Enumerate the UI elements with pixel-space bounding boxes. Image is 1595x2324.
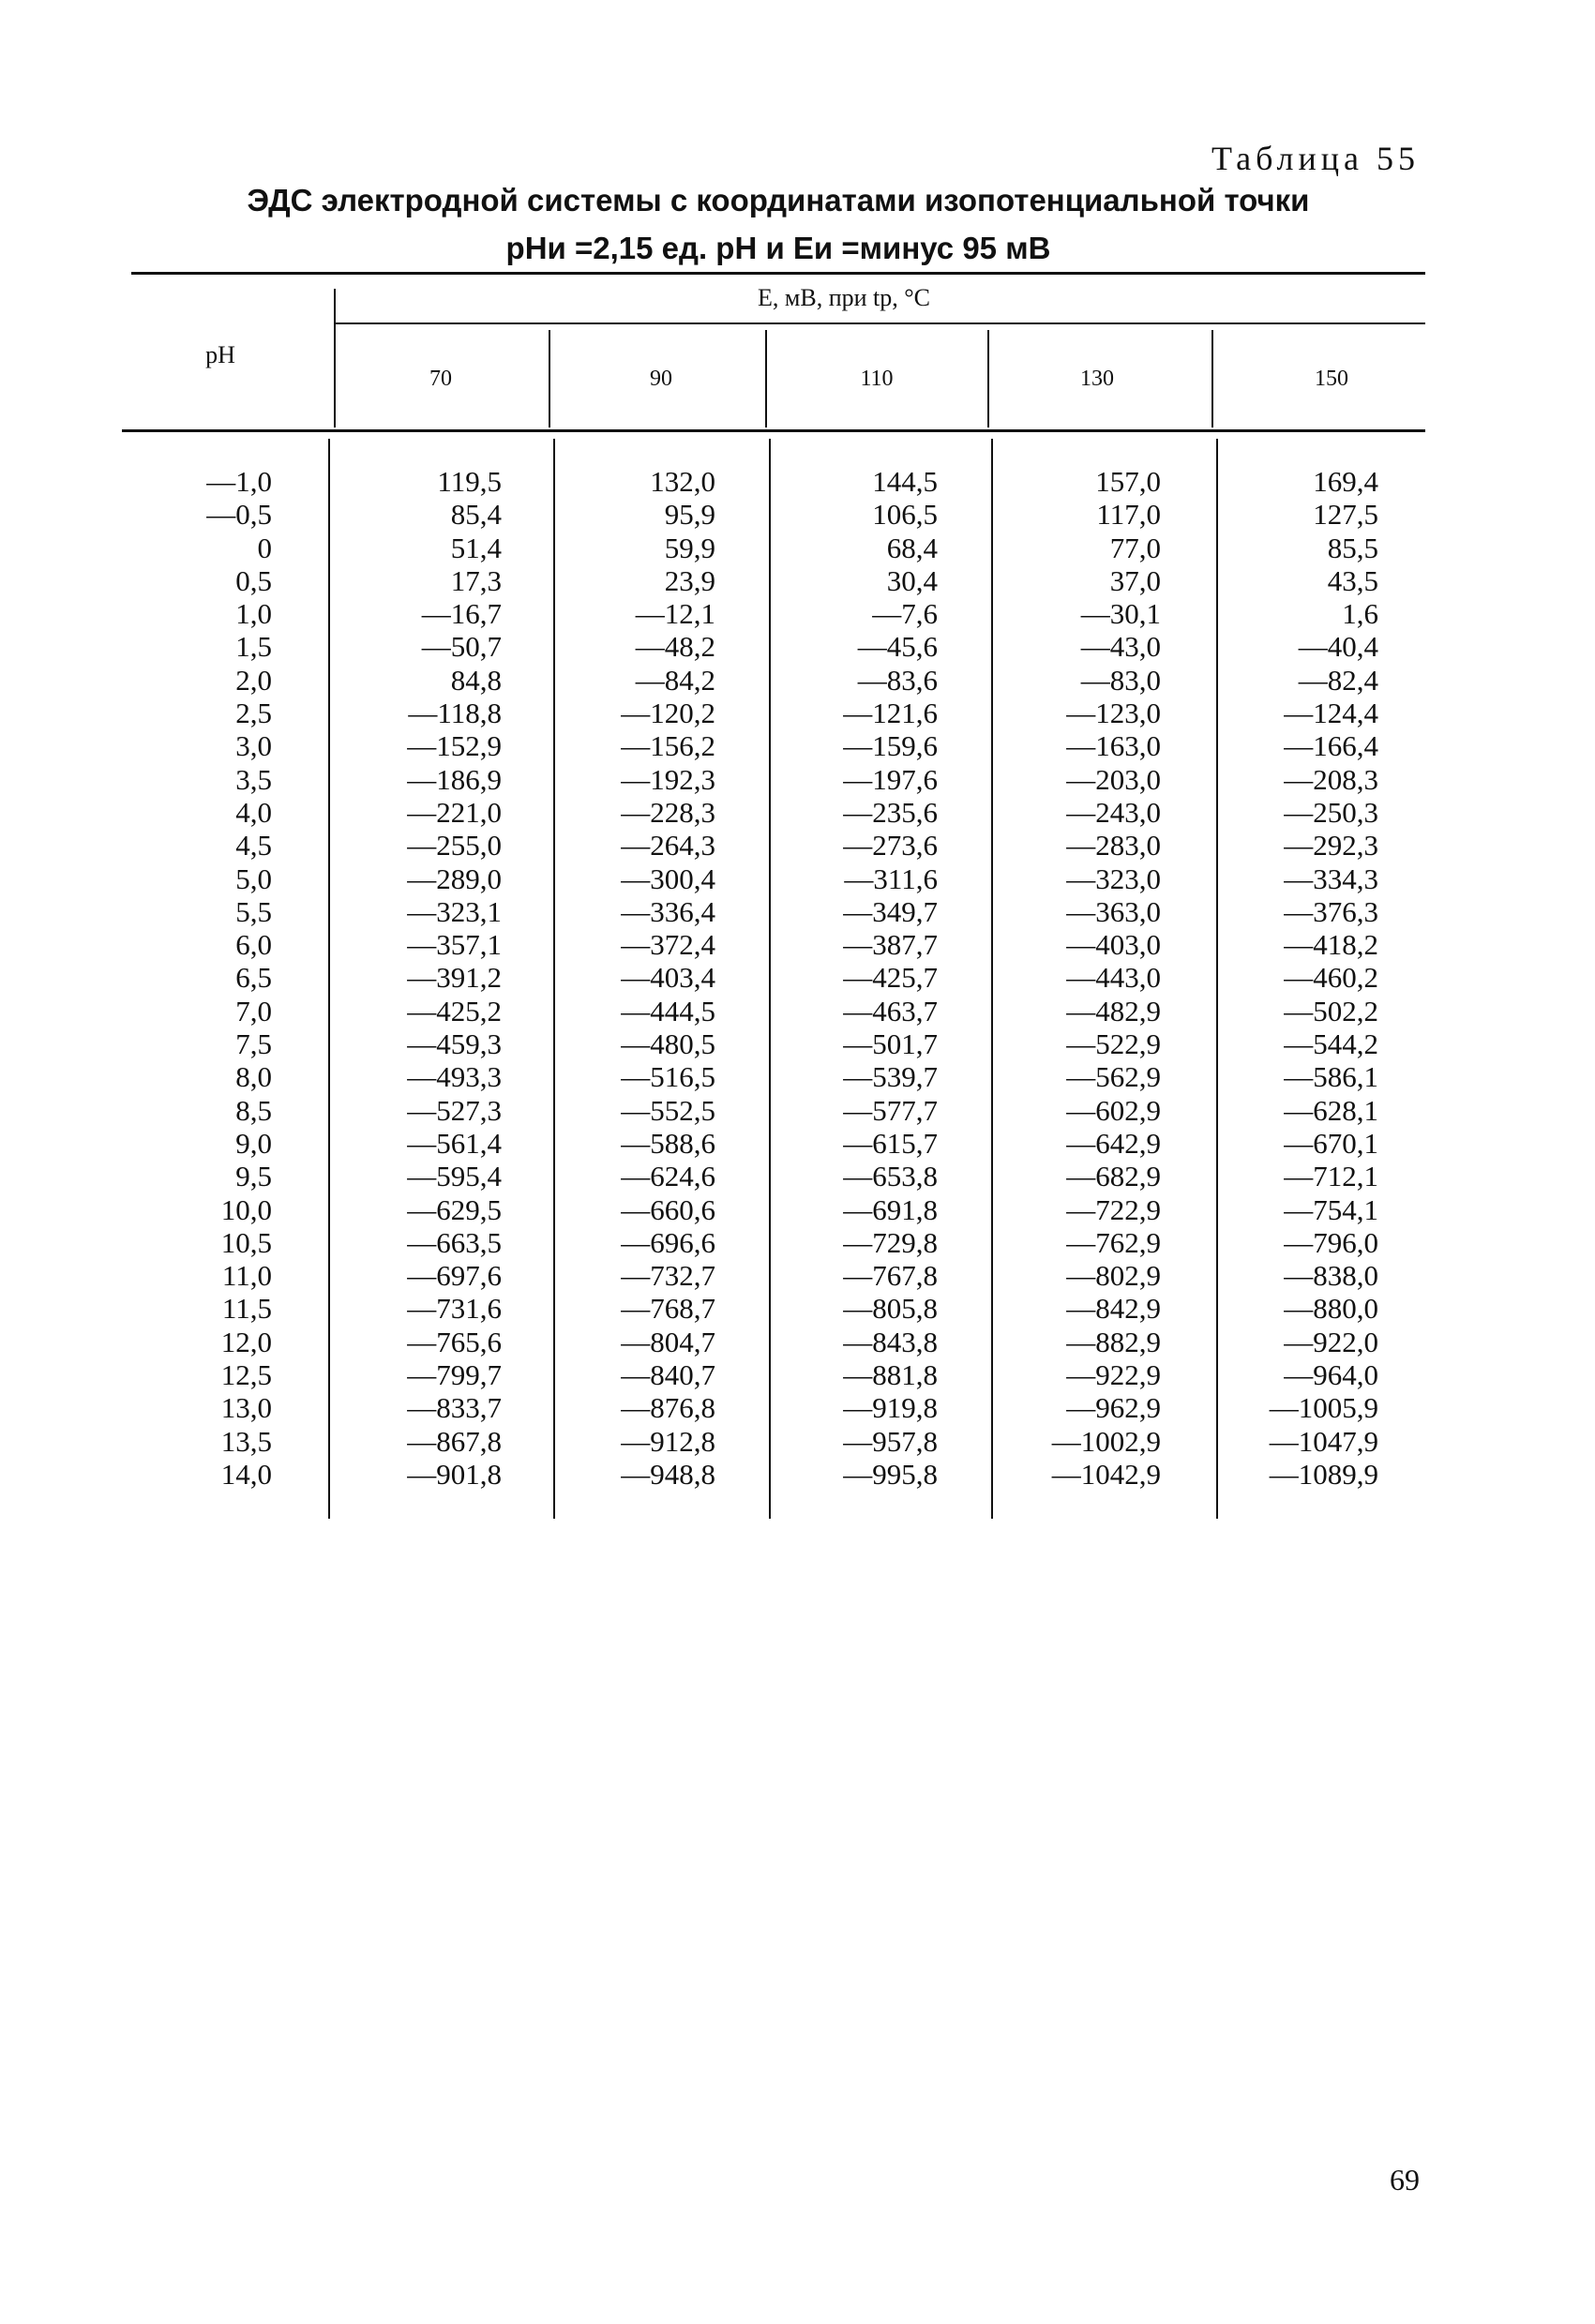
emf-value-cell: —156,2 — [621, 729, 715, 763]
emf-value-cell: —482,9 — [1066, 994, 1161, 1027]
emf-value-cell: —123,0 — [1066, 697, 1161, 730]
column-110 — [778, 465, 938, 1491]
emf-value-cell: —729,8 — [843, 1225, 938, 1259]
emf-value-cell: 77,0 — [1109, 531, 1161, 564]
emf-value-cell: —292,3 — [1284, 829, 1378, 862]
emf-value-cell: —588,6 — [621, 1126, 715, 1160]
emf-value-cell: —712,1 — [1284, 1160, 1378, 1193]
emf-value-cell: —372,4 — [621, 928, 715, 962]
emf-value-cell: —912,8 — [621, 1424, 715, 1458]
emf-value-cell: —799,7 — [407, 1358, 502, 1392]
ph-cell: 2,0 — [235, 663, 272, 697]
emf-value-cell: —501,7 — [843, 1027, 938, 1061]
emf-value-cell: —403,0 — [1066, 928, 1161, 962]
emf-value-cell: —732,7 — [621, 1259, 715, 1293]
emf-value-cell: —118,8 — [408, 697, 502, 730]
emf-value-cell: —12,1 — [635, 597, 715, 631]
emf-value-cell: —311,6 — [844, 862, 938, 895]
emf-value-cell: —255,0 — [407, 829, 502, 862]
temperature-header-110: 110 — [860, 367, 894, 391]
ph-cell: 4,5 — [235, 829, 272, 862]
emf-value-cell: —660,6 — [621, 1192, 715, 1226]
emf-value-cell: —203,0 — [1066, 762, 1161, 796]
ph-cell: 8,5 — [235, 1093, 272, 1127]
emf-value-cell: —1002,9 — [1051, 1424, 1161, 1458]
ph-cell: 3,5 — [235, 762, 272, 796]
temperature-group-header: E, мВ, при tр, °С — [758, 284, 930, 311]
emf-value-cell: —995,8 — [843, 1457, 938, 1491]
emf-value-cell: —731,6 — [407, 1292, 502, 1326]
emf-value-cell: —197,6 — [843, 762, 938, 796]
ph-column — [141, 465, 272, 1491]
emf-value-cell: —802,9 — [1066, 1259, 1161, 1293]
emf-value-cell: —867,8 — [407, 1424, 502, 1458]
ph-cell: 7,0 — [235, 994, 272, 1027]
header-divider — [1211, 330, 1213, 427]
emf-value-cell: —264,3 — [621, 829, 715, 862]
temperature-header-70: 70 — [429, 367, 452, 391]
title-line-1: ЭДС электродной системы с координатами изопотенциальной точки — [247, 183, 1310, 217]
emf-value-cell: —962,9 — [1066, 1391, 1161, 1425]
temperature-header-150: 150 — [1315, 367, 1348, 391]
emf-value-cell: —425,7 — [843, 961, 938, 995]
emf-value-cell: —323,1 — [407, 894, 502, 928]
header-divider — [987, 330, 989, 427]
emf-value-cell: —493,3 — [407, 1060, 502, 1094]
ph-cell: 7,5 — [235, 1027, 272, 1061]
ph-column-header: pH — [205, 341, 235, 368]
emf-value-cell: —460,2 — [1284, 961, 1378, 995]
ph-cell: 5,5 — [235, 894, 272, 928]
emf-value-cell: —192,3 — [621, 762, 715, 796]
emf-value-cell: 68,4 — [886, 531, 938, 564]
emf-value-cell: —30,1 — [1080, 597, 1161, 631]
table-top-rule — [131, 272, 1425, 275]
emf-value-cell: —289,0 — [407, 862, 502, 895]
table-header-bottom-rule — [122, 429, 1425, 432]
emf-value-cell: —243,0 — [1066, 795, 1161, 829]
emf-value-cell: —964,0 — [1284, 1358, 1378, 1392]
ph-cell: 2,5 — [235, 697, 272, 730]
emf-value-cell: —235,6 — [843, 795, 938, 829]
emf-value-cell: —443,0 — [1066, 961, 1161, 995]
emf-value-cell: —624,6 — [621, 1160, 715, 1193]
emf-value-cell: 95,9 — [664, 498, 715, 532]
emf-value-cell: —418,2 — [1284, 928, 1378, 962]
emf-value-cell: —221,0 — [407, 795, 502, 829]
emf-value-cell: —722,9 — [1066, 1192, 1161, 1226]
emf-value-cell: —124,4 — [1284, 697, 1378, 730]
column-divider — [328, 439, 330, 1519]
column-150 — [1228, 465, 1378, 1491]
emf-value-cell: 23,9 — [664, 563, 715, 597]
ph-cell: 8,0 — [235, 1060, 272, 1094]
ph-cell: 14,0 — [220, 1457, 272, 1491]
emf-value-cell: —166,4 — [1284, 729, 1378, 763]
emf-value-cell: —323,0 — [1066, 862, 1161, 895]
column-divider — [769, 439, 771, 1519]
emf-value-cell: —250,3 — [1284, 795, 1378, 829]
emf-value-cell: 169,4 — [1313, 465, 1378, 498]
emf-value-cell: —48,2 — [635, 630, 715, 664]
emf-value-cell: —880,0 — [1284, 1292, 1378, 1326]
ph-cell: —1,0 — [206, 465, 272, 498]
emf-value-cell: —7,6 — [872, 597, 938, 631]
emf-value-cell: —391,2 — [407, 961, 502, 995]
emf-value-cell: —152,9 — [407, 729, 502, 763]
emf-value-cell: —552,5 — [621, 1093, 715, 1127]
ph-cell: 6,5 — [235, 961, 272, 995]
emf-value-cell: —208,3 — [1284, 762, 1378, 796]
column-70 — [338, 465, 502, 1491]
emf-value-cell: —957,8 — [843, 1424, 938, 1458]
emf-value-cell: —768,7 — [621, 1292, 715, 1326]
emf-value-cell: —300,4 — [621, 862, 715, 895]
emf-value-cell: —615,7 — [843, 1126, 938, 1160]
emf-value-cell: —562,9 — [1066, 1060, 1161, 1094]
ph-cell: —0,5 — [206, 498, 272, 532]
emf-value-cell: —40,4 — [1298, 630, 1378, 664]
emf-value-cell: —628,1 — [1284, 1093, 1378, 1127]
emf-value-cell: —228,3 — [621, 795, 715, 829]
emf-value-cell: —273,6 — [843, 829, 938, 862]
emf-value-cell: —186,9 — [407, 762, 502, 796]
emf-value-cell: —561,4 — [407, 1126, 502, 1160]
ph-cell: 5,0 — [235, 862, 272, 895]
emf-value-cell: —602,9 — [1066, 1093, 1161, 1127]
emf-value-cell: —357,1 — [407, 928, 502, 962]
ph-cell: 6,0 — [235, 928, 272, 962]
emf-value-cell: —83,6 — [857, 663, 938, 697]
emf-value-cell: 119,5 — [437, 465, 502, 498]
column-130 — [1003, 465, 1161, 1491]
emf-value-cell: —919,8 — [843, 1391, 938, 1425]
emf-value-cell: —696,6 — [621, 1225, 715, 1259]
emf-value-cell: 1,6 — [1342, 597, 1378, 631]
ph-cell: 3,0 — [235, 729, 272, 763]
emf-value-cell: —544,2 — [1284, 1027, 1378, 1061]
emf-value-cell: —387,7 — [843, 928, 938, 962]
emf-value-cell: —922,0 — [1284, 1325, 1378, 1358]
ph-cell: 1,0 — [235, 597, 272, 631]
emf-value-cell: —595,4 — [407, 1160, 502, 1193]
emf-value-cell: —334,3 — [1284, 862, 1378, 895]
header-divider — [765, 330, 767, 427]
ph-cell: 10,5 — [220, 1225, 272, 1259]
emf-value-cell: —948,8 — [621, 1457, 715, 1491]
ph-cell: 10,0 — [220, 1192, 272, 1226]
emf-value-cell: —539,7 — [843, 1060, 938, 1094]
emf-value-cell: —121,6 — [843, 697, 938, 730]
ph-cell: 13,0 — [220, 1391, 272, 1425]
emf-value-cell: —120,2 — [621, 697, 715, 730]
emf-value-cell: —754,1 — [1284, 1192, 1378, 1226]
emf-value-cell: 85,5 — [1327, 531, 1378, 564]
temperature-header-130: 130 — [1080, 367, 1114, 391]
emf-value-cell: —833,7 — [407, 1391, 502, 1425]
emf-value-cell: —16,7 — [421, 597, 502, 631]
ph-cell: 12,5 — [220, 1358, 272, 1392]
emf-value-cell: 127,5 — [1313, 498, 1378, 532]
ph-cell: 12,0 — [220, 1325, 272, 1358]
ph-cell: 13,5 — [220, 1424, 272, 1458]
title-line-2: pHи =2,15 ед. pH и Eи =минус 95 мВ — [505, 231, 1051, 265]
emf-value-cell: —83,0 — [1080, 663, 1161, 697]
emf-value-cell: —796,0 — [1284, 1225, 1378, 1259]
ph-cell: 11,0 — [221, 1259, 272, 1293]
emf-value-cell: —691,8 — [843, 1192, 938, 1226]
ph-cell: 4,0 — [235, 795, 272, 829]
emf-value-cell: —459,3 — [407, 1027, 502, 1061]
emf-value-cell: —45,6 — [857, 630, 938, 664]
table-label: Таблица 55 — [1211, 140, 1420, 177]
emf-value-cell: —843,8 — [843, 1325, 938, 1358]
emf-value-cell: —697,6 — [407, 1259, 502, 1293]
emf-value-cell: —1005,9 — [1269, 1391, 1378, 1425]
emf-value-cell: —349,7 — [843, 894, 938, 928]
emf-value-cell: —642,9 — [1066, 1126, 1161, 1160]
emf-value-cell: 117,0 — [1096, 498, 1161, 532]
emf-value-cell: 17,3 — [450, 563, 502, 597]
header-divider — [549, 330, 550, 427]
emf-value-cell: —480,5 — [621, 1027, 715, 1061]
emf-value-cell: 84,8 — [450, 663, 502, 697]
page-number: 69 — [1390, 2163, 1420, 2197]
emf-value-cell: —663,5 — [407, 1225, 502, 1259]
emf-value-cell: 43,5 — [1327, 563, 1378, 597]
header-divider — [334, 289, 336, 427]
column-divider — [991, 439, 993, 1519]
group-header-rule — [336, 322, 1425, 324]
emf-value-cell: —881,8 — [843, 1358, 938, 1392]
emf-value-cell: —767,8 — [843, 1259, 938, 1293]
emf-value-cell: —159,6 — [843, 729, 938, 763]
emf-value-cell: —922,9 — [1066, 1358, 1161, 1392]
ph-cell: 1,5 — [235, 630, 272, 664]
emf-value-cell: —516,5 — [621, 1060, 715, 1094]
emf-value-cell: —163,0 — [1066, 729, 1161, 763]
emf-value-cell: —577,7 — [843, 1093, 938, 1127]
emf-value-cell: —527,3 — [407, 1093, 502, 1127]
emf-value-cell: —50,7 — [421, 630, 502, 664]
emf-value-cell: —876,8 — [621, 1391, 715, 1425]
emf-value-cell: 37,0 — [1109, 563, 1161, 597]
emf-value-cell: —43,0 — [1080, 630, 1161, 664]
emf-value-cell: 85,4 — [450, 498, 502, 532]
ph-cell: 9,5 — [235, 1160, 272, 1193]
ph-cell: 9,0 — [235, 1126, 272, 1160]
emf-value-cell: 132,0 — [650, 465, 715, 498]
emf-value-cell: —765,6 — [407, 1325, 502, 1358]
emf-value-cell: —586,1 — [1284, 1060, 1378, 1094]
emf-value-cell: —403,4 — [621, 961, 715, 995]
emf-value-cell: —425,2 — [407, 994, 502, 1027]
column-divider — [553, 439, 555, 1519]
ph-cell: 0,5 — [235, 563, 272, 597]
emf-value-cell: 51,4 — [450, 531, 502, 564]
emf-value-cell: —653,8 — [843, 1160, 938, 1193]
temperature-header-90: 90 — [650, 367, 672, 391]
emf-value-cell: —1042,9 — [1051, 1457, 1161, 1491]
emf-value-cell: —762,9 — [1066, 1225, 1161, 1259]
emf-value-cell: —376,3 — [1284, 894, 1378, 928]
emf-value-cell: —629,5 — [407, 1192, 502, 1226]
column-90 — [563, 465, 715, 1491]
emf-value-cell: —901,8 — [407, 1457, 502, 1491]
emf-value-cell: —804,7 — [621, 1325, 715, 1358]
emf-value-cell: —1089,9 — [1269, 1457, 1378, 1491]
emf-value-cell: —882,9 — [1066, 1325, 1161, 1358]
ph-cell: 0 — [257, 531, 272, 564]
emf-value-cell: —463,7 — [843, 994, 938, 1027]
emf-value-cell: —283,0 — [1066, 829, 1161, 862]
column-divider — [1216, 439, 1218, 1519]
emf-value-cell: —838,0 — [1284, 1259, 1378, 1293]
emf-value-cell: —842,9 — [1066, 1292, 1161, 1326]
emf-value-cell: —840,7 — [621, 1358, 715, 1392]
emf-value-cell: —670,1 — [1284, 1126, 1378, 1160]
emf-value-cell: 30,4 — [886, 563, 938, 597]
emf-value-cell: —805,8 — [843, 1292, 938, 1326]
emf-value-cell: 106,5 — [872, 498, 938, 532]
emf-value-cell: —444,5 — [621, 994, 715, 1027]
emf-value-cell: 59,9 — [664, 531, 715, 564]
emf-value-cell: —363,0 — [1066, 894, 1161, 928]
emf-value-cell: —502,2 — [1284, 994, 1378, 1027]
emf-value-cell: 144,5 — [872, 465, 938, 498]
emf-value-cell: —84,2 — [635, 663, 715, 697]
emf-value-cell: —682,9 — [1066, 1160, 1161, 1193]
emf-value-cell: —82,4 — [1298, 663, 1378, 697]
ph-cell: 11,5 — [221, 1292, 272, 1326]
emf-value-cell: —522,9 — [1066, 1027, 1161, 1061]
emf-value-cell: —336,4 — [621, 894, 715, 928]
emf-value-cell: 157,0 — [1095, 465, 1161, 498]
emf-value-cell: —1047,9 — [1269, 1424, 1378, 1458]
